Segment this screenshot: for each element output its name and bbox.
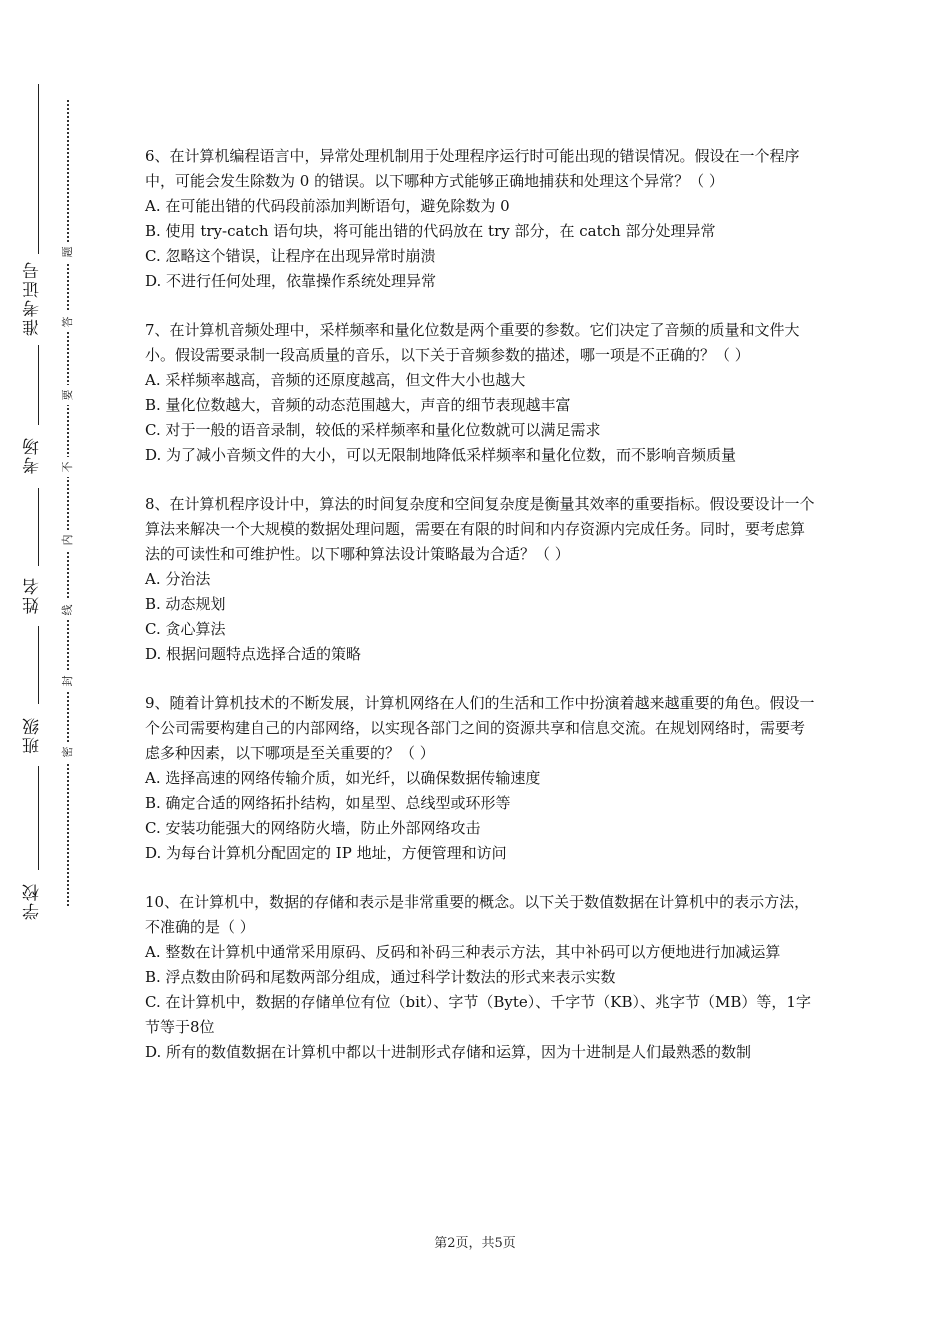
option-d: D. 根据问题特点选择合适的策略 xyxy=(145,645,362,663)
question-stem: 9、随着计算机技术的不断发展，计算机网络在人们的生活和工作中扮演着越来越重要的角色。假设一个公司需要构建自己的内部网络，以实现各部门之间的资源共享和信息交流。在规划网络时，需要考虑多种因素，以下哪项是至关重要的？（ ） xyxy=(145,694,815,762)
option-c: C. 在计算机中，数据的存储单位有位（bit）、字节（Byte）、千字节（KB）、兆字节（MB）等，1字节等于8位 xyxy=(145,993,811,1036)
question-stem: 6、在计算机编程语言中，异常处理机制用于处理程序运行时可能出现的错误情况。假设在一个程序中，可能会发生除数为 0 的错误。以下哪种方式能够正确地捕获和处理这个异常？（ ） xyxy=(145,147,800,190)
option-a: A. 分治法 xyxy=(145,570,211,588)
option-b: B. 浮点数由阶码和尾数两部分组成，通过科学计数法的形式来表示实数 xyxy=(145,968,616,986)
question-stem: 10、在计算机中，数据的存储和表示是非常重要的概念。以下关于数值数据在计算机中的表示方法，不准确的是（ ） xyxy=(145,893,810,936)
option-a: A. 采样频率越高，音频的还原度越高，但文件大小也越大 xyxy=(145,371,526,389)
school-label: 学校 xyxy=(23,882,43,920)
question-stem: 7、在计算机音频处理中，采样频率和量化位数是两个重要的参数。它们决定了音频的质量和文件大小。假设需要录制一段高质量的音乐，以下关于音频参数的描述，哪一项是不正确的？（ ） xyxy=(145,321,800,364)
option-c: C. 安装功能强大的网络防火墙，防止外部网络攻击 xyxy=(145,819,481,837)
question-10 xyxy=(145,890,815,1065)
fill-line xyxy=(38,345,39,425)
question-6 xyxy=(145,144,815,294)
seal-char: 要 xyxy=(59,385,75,405)
exam-room-label: 考场 xyxy=(23,436,43,474)
option-d: D. 所有的数值数据在计算机中都以十进制形式存储和运算，因为十进制是人们最熟悉的数制 xyxy=(145,1043,752,1061)
seal-char: 不 xyxy=(59,457,75,477)
seal-char: 答 xyxy=(59,312,75,332)
seal-char: 密 xyxy=(59,742,75,762)
option-d: D. 为每台计算机分配固定的 IP 地址，方便管理和访问 xyxy=(145,844,507,862)
question-stem: 8、在计算机程序设计中，算法的时间复杂度和空间复杂度是衡量其效率的重要指标。假设要设计一个算法来解决一个大规模的数据处理问题，需要在有限的时间和内存资源内完成任务。同时，要考虑算法的可读性和可维护性。以下哪种算法设计策略最为合适？（ ） xyxy=(145,495,815,563)
class-label: 班级 xyxy=(23,716,43,754)
question-list xyxy=(145,144,815,1089)
question-7 xyxy=(145,318,815,468)
option-c: C. 忽略这个错误，让程序在出现异常时崩溃 xyxy=(145,247,436,265)
option-d: D. 为了减小音频文件的大小，可以无限制地降低采样频率和量化位数，而不影响音频质量 xyxy=(145,446,737,464)
seal-char: 题 xyxy=(59,242,75,262)
option-a: A. 选择高速的网络传输介质，如光纤，以确保数据传输速度 xyxy=(145,769,541,787)
fill-line xyxy=(38,626,39,704)
name-label: 姓名 xyxy=(23,576,43,614)
seal-char: 内 xyxy=(59,530,75,550)
option-d: D. 不进行任何处理，依靠操作系统处理异常 xyxy=(145,272,437,290)
seal-dotted-line xyxy=(67,100,69,906)
fill-line xyxy=(38,766,39,870)
option-c: C. 对于一般的语音录制，较低的采样频率和量化位数就可以满足需求 xyxy=(145,421,601,439)
fill-line xyxy=(38,488,39,566)
option-c: C. 贪心算法 xyxy=(145,620,226,638)
question-9 xyxy=(145,691,815,866)
question-8 xyxy=(145,492,815,667)
seal-char: 封 xyxy=(59,671,75,691)
seal-char: 线 xyxy=(59,600,75,620)
exam-number-label: 准考证号 xyxy=(23,260,43,336)
fill-line xyxy=(38,84,39,254)
binding-margin xyxy=(0,0,110,1344)
option-a: A. 在可能出错的代码段前添加判断语句，避免除数为 0 xyxy=(145,197,510,215)
page-number: 第2页，共5页 xyxy=(434,1236,516,1251)
option-b: B. 确定合适的网络拓扑结构，如星型、总线型或环形等 xyxy=(145,794,511,812)
option-b: B. 量化位数越大，音频的动态范围越大，声音的细节表现越丰富 xyxy=(145,396,571,414)
option-b: B. 使用 try-catch 语句块，将可能出错的代码放在 try 部分，在 catch 部分处理异常 xyxy=(145,222,716,240)
option-a: A. 整数在计算机中通常采用原码、反码和补码三种表示方法，其中补码可以方便地进行加减运算 xyxy=(145,943,781,961)
option-b: B. 动态规划 xyxy=(145,595,226,613)
